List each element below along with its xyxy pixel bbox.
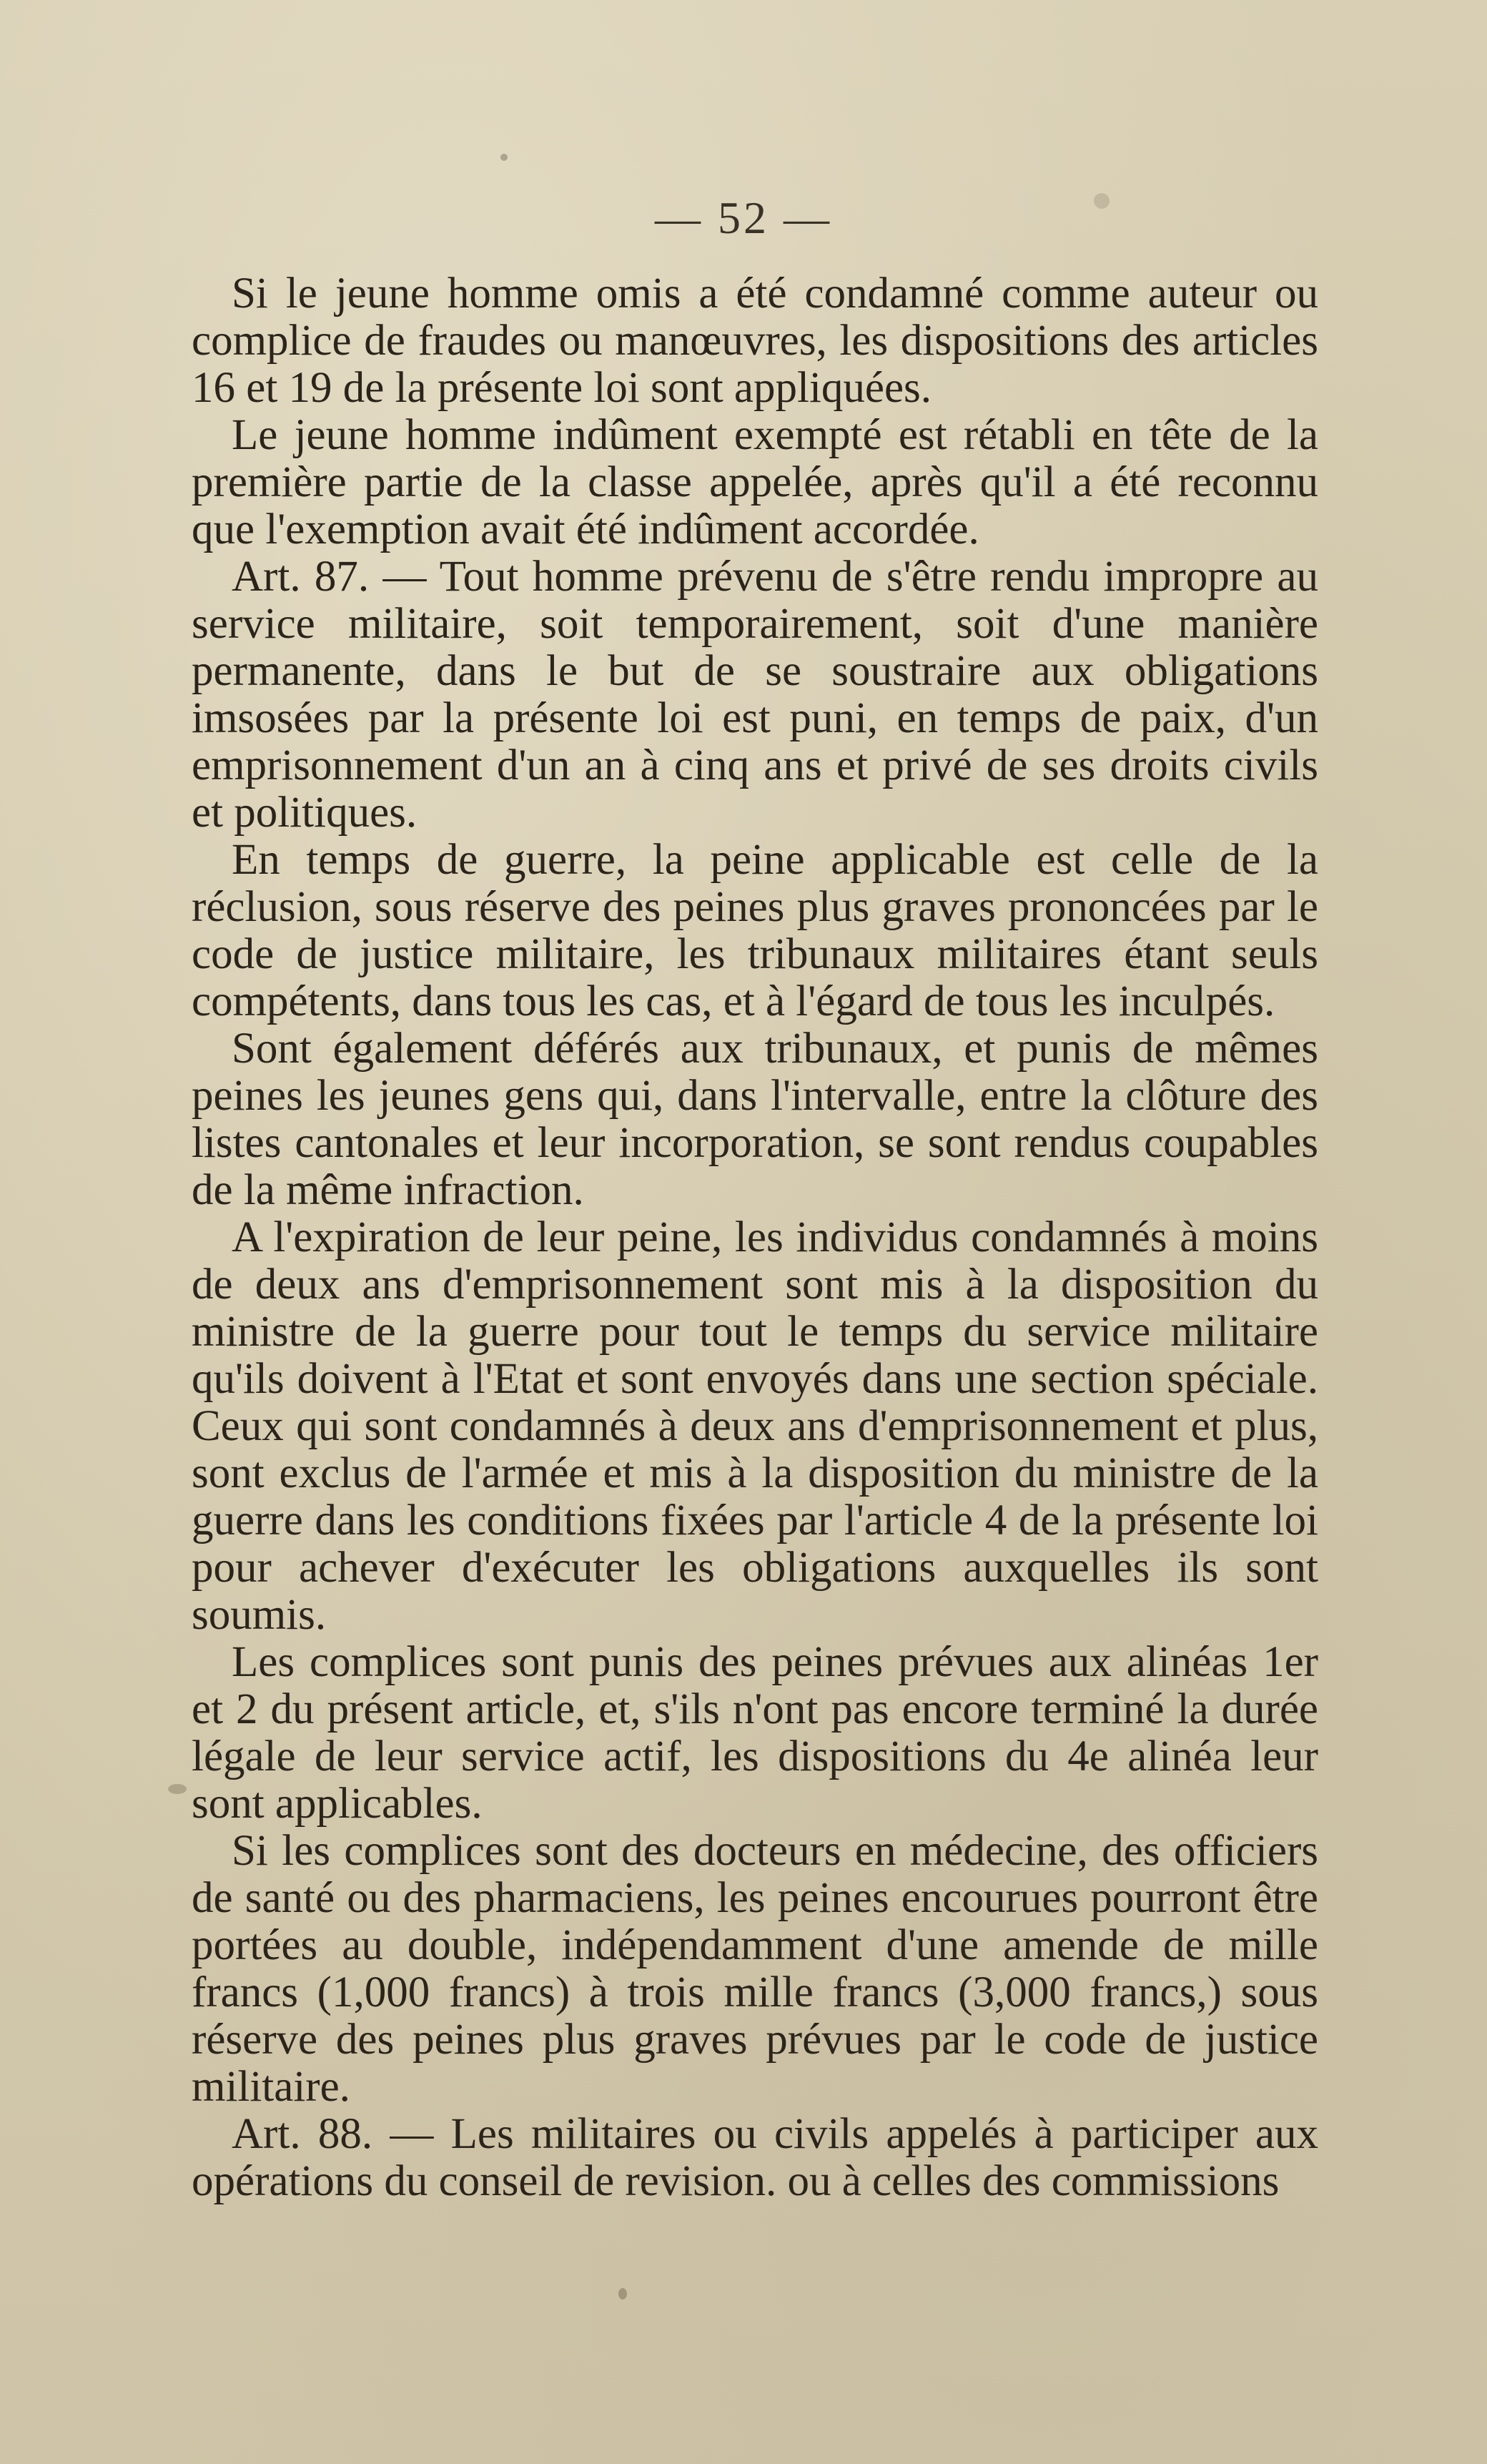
- paragraph: A l'expiration de leur peine, les individus condamnés à moins de deux ans d'emprisonnement sont mis à la disposition du ministre de la guerre pour tout le temps du service militaire qu'ils doivent à l'Etat et sont envoyés dans une section spéciale. Ceux qui sont condamnés à deux ans d'emprisonnement et plus, sont exclus de l'armée et mis à la disposition du ministre de la guerre dans les conditions fixées par l'article 4 de la présente loi pour achever d'exécuter les obligations auxquelles ils sont soumis.: [192, 1213, 1318, 1639]
- article-87-paragraph: Art. 87. — Tout homme prévenu de s'être rendu impropre au service militaire, soit temporairement, soit d'une manière permanente, dans le but de se soustraire aux obligations imsosées par la présente loi est puni, en temps de paix, d'un emprisonnement d'un an à cinq ans et privé de ses droits civils et politiques.: [192, 553, 1318, 837]
- paragraph: Sont également déférés aux tribunaux, et punis de mêmes peines les jeunes gens qui, dans l'intervalle, entre la clôture des listes cantonales et leur incorporation, se sont rendus coupables de la même infraction.: [192, 1025, 1318, 1214]
- paragraph: Si les complices sont des docteurs en médecine, des officiers de santé ou des pharmaciens, les peines encourues pourront être portées au double, indépendamment d'une amende de mille francs (1,000 francs) à trois mille francs (3,000 francs,) sous réserve des peines plus graves prévues par le code de justice militaire.: [192, 1827, 1318, 2111]
- page-number: — 52 —: [655, 192, 832, 243]
- paper-speck: [168, 1784, 187, 1794]
- paper-speck: [618, 2288, 627, 2300]
- paragraph: Si le jeune homme omis a été condamné comme auteur ou complice de fraudes ou manœuvres, les dispositions des articles 16 et 19 de la présente loi sont appliquées.: [192, 270, 1318, 412]
- paper-speck: [500, 154, 508, 161]
- paragraph: En temps de guerre, la peine applicable est celle de la réclusion, sous réserve des peines plus graves prononcées par le code de justice militaire, les tribunaux militaires étant seuls compétents, dans tous les cas, et à l'égard de tous les inculpés.: [192, 836, 1318, 1025]
- article-88-paragraph: Art. 88. — Les militaires ou civils appelés à participer aux opérations du conseil de revision. ou à celles des commissions: [192, 2110, 1318, 2205]
- paragraph: Le jeune homme indûment exempté est rétabli en tête de la première partie de la classe appelée, après qu'il a été reconnu que l'exemption avait été indûment accordée.: [192, 411, 1318, 553]
- paragraph: Les complices sont punis des peines prévues aux alinéas 1er et 2 du présent article, et, s'ils n'ont pas encore terminé la durée légale de leur service actif, les dispositions du 4e alinéa leur sont applicables.: [192, 1638, 1318, 1828]
- body-text: [192, 270, 1318, 2205]
